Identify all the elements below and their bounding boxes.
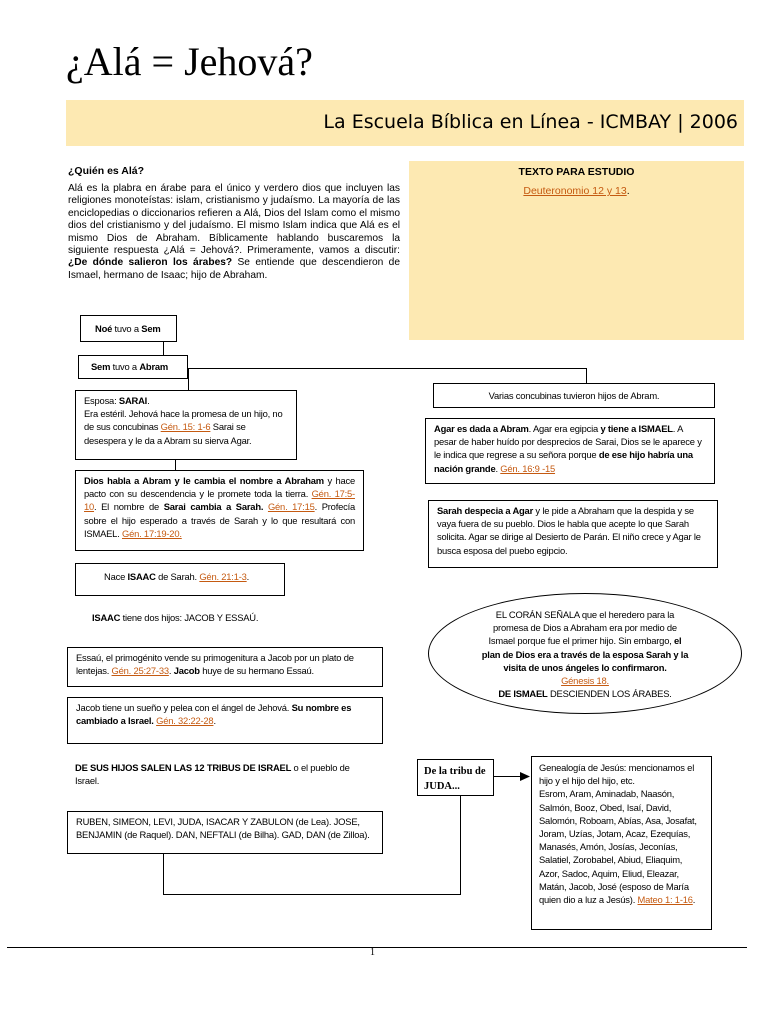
connector-line [163,853,164,895]
tribes-heading-text: o el pueblo de Israel. [75,762,350,787]
ref-link[interactable]: Gén. 32:22-28 [156,715,214,727]
esau-text: Essaú, el primogénito vende su primogenitura a Jacob por un plato de lentejas. [76,652,354,677]
connector-line [171,368,586,369]
isaac-sons [92,611,258,624]
sem-name: Sem [141,323,161,334]
intro-heading: ¿Quién es Alá? [68,165,145,177]
box-sarah-agar [428,500,718,568]
sarai-period: . [147,395,150,406]
page-title: ¿Alá = Jehová? [66,39,313,84]
connector-line [460,795,461,895]
box-sem [78,355,188,379]
ismael-label: DE ISMAEL [498,688,548,700]
judah-text: De la tribu de JUDA... [424,766,486,792]
noe-name: Noé [95,323,113,334]
box-sarai [75,390,297,460]
ref-link[interactable]: Mateo 1: 1-16 [637,894,693,906]
ref-link[interactable]: Gén. 17:19-20. [122,527,182,539]
sarai-text: Era estéril. Jehová hace la promesa de un hijo, no de sus concubinas [84,408,283,433]
tribes-heading-bold: DE SUS HIJOS SALEN LAS 12 TRIBUS DE ISRAEL [75,762,292,773]
sarai-name: SARAI [118,395,148,406]
study-heading: TEXTO PARA ESTUDIO [518,166,635,178]
jacob-name: Jacob [173,665,200,677]
agar-text: . [495,462,501,474]
great-nation: de ese hijo habría una nación grande [434,449,693,474]
box-concubines [433,383,715,408]
sem-text: tuvo a [110,361,140,372]
agar-text: . Agar era egipcia [528,423,601,434]
esau-text-end: huye de su hermano Essaú. [199,665,314,677]
connector-line [163,894,460,895]
noe-text: tuvo a [112,323,142,334]
agar-heading: Agar es dada a Abram [434,423,529,434]
ref-link[interactable]: Gén. 16:9 -15 [500,462,556,474]
israel-rename: Su nombre es cambiado a Israel. [76,702,352,727]
study-reference [409,185,744,197]
sarai-text-end: Sarai se desespera y le da a Abram su sierva Agar. [84,421,252,446]
sarah-rename: Sarai cambia a Sarah. [163,501,264,513]
ref-link[interactable]: Génesis 18. [561,675,609,687]
ref-link[interactable]: Gén. 21:1-3 [199,571,247,582]
box-genealogy [531,756,712,930]
coran-text: EL CORÁN SEÑALA que el heredero para la promesa de Dios a Abraham era por medio de Ismael porque fue el primer hijo. Sin embargo, [488,609,677,647]
genealogy-intro: Genealogía de Jesús: mencionamos el hijo y el hijo del hijo, etc. [539,762,695,787]
abraham-text: . Profecía sobre el hijo esperado a través de Sarah y lo que resultará con ISMAEL. [84,501,356,539]
concubines-text: Varias concubinas tuvieron hijos de Abram. [488,390,660,401]
abraham-text: y hace pacto con su descendencia y le promete toda la tierra. [84,475,356,500]
genealogy-period: . [692,894,696,906]
banner [66,100,744,146]
box-agar [425,418,715,484]
isaac-name: ISAAC [92,612,121,623]
intro-text-end: Se entiende que descendieron de Ismael, hermano de Isaac; hijo de Abraham. [68,257,400,281]
isaac-period: . [246,571,250,582]
ref-link[interactable]: Gén. 17:5-10 [84,488,355,513]
box-noe [80,315,177,342]
sarah-agar-heading: Sarah despecia a Agar [437,505,534,516]
study-link[interactable]: Deuteronomio 12 y 13 [523,185,627,197]
intro-question: ¿De dónde salieron los árabes? [68,257,233,269]
agar-text: . A pesar de haber huído por desprecios de Sarai, Dios se le aparece y le indica que regrese a su señora porque [434,423,702,461]
connector-line [586,368,587,384]
intro-text: Alá es la plabra en árabe para el único y verdero dios que incluyen las religiones monoteístas: islam, cristianismo y judaísmo. La mayoría de las enciclopedias o diccionarios refieren a Alá, Dios del Islam como el mismo dios del cristianismo y del judaísmo. El mismo Islam indica que Alá es el mismo Dios de Abraham. Bíblicamente hablando buscaremos la siguiente respuesta ¿Alá = Jehová?. Primeramente, vamos a discutir: [68,183,400,257]
box-jacob [67,697,383,744]
abraham-heading: Dios habla a Abram y le cambia el nombre a Abraham [84,475,324,486]
coran-plan: el plan de Dios era a través de la esposa Sarah y la visita de unos ángeles lo confirmaron. [481,635,689,673]
connector-line [188,368,189,390]
box-esau [67,647,383,687]
study-ref-period: . [626,185,630,197]
isaac-text: Nace [104,571,128,582]
sem-name: Sem [91,361,111,372]
ref-link[interactable]: Gén. 17:15 [267,501,315,513]
connector-line [175,460,176,470]
sarai-label: Esposa: [84,395,119,406]
footer-divider [7,947,747,948]
intro-paragraph [68,183,400,282]
ref-link[interactable]: Gén. 25:27-33 [111,665,169,677]
abram-name: Abram [139,361,169,372]
box-tribes [67,811,383,854]
jacob-text: Jacob tiene un sueño y pelea con el ángel de Jehová. [76,702,292,713]
isaac-text: de Sarah. [155,571,200,582]
box-abraham [75,470,364,551]
ismael-birth: y tiene a ISMAEL [600,423,673,434]
sarah-agar-text: y le pide a Abraham que la despida y se vaya fuera de su pueblo. Dios le habla que acepte lo que Sarah solicita. Agar se dirige al Desierto de Parán. El niño crece y Agar le busca esposa del puebo egipcio. [437,505,701,556]
tribes-heading [75,761,375,787]
tribes-text: RUBEN, SIMEON, LEVI, JUDA, ISACAR Y ZABULON (de Lea). JOSE, BENJAMIN (de Raquel). DAN, NEFTALI (de Bilha). GAD, DAN (de Zilloa). [76,816,370,841]
study-box [409,161,744,340]
box-isaac-born [75,563,285,596]
coran-oval [428,593,742,714]
banner-text: La Escuela Bíblica en Línea - ICMBAY | 2006 [323,111,738,133]
isaac-name: ISAAC [127,571,156,582]
esau-text: . [168,665,174,677]
box-judah [417,759,494,796]
jacob-period: . [213,715,216,727]
arabs-text: DESCIENDEN LOS ÁRABES. [547,688,672,700]
genealogy-list: Esrom, Aram, Aminadab, Naasón, Salmón, Booz, Obed, Isaí, David, Salomón, Roboam, Abías, Asa, Josafat, Joram, Uzías, Jotam, Acaz, Ezequías, Manasés, Amón, Josías, Jeconías, Salatiel, Zorobabel, Abiud, Eliaquim, Azor, Sadoc, Aquim, Eliud, Eleazar, Matán, Jacob, José (esposo de María quien dio a luz a Jesús). [539,788,697,906]
abraham-text: . El nombre de [94,501,164,513]
isaac-sons-text: tiene dos hijos: JACOB Y ESSAÚ. [120,612,259,623]
arrow-head-icon [520,772,530,781]
page-number: 1 [370,947,375,958]
ref-link[interactable]: Gén. 15: 1-6 [160,421,211,433]
